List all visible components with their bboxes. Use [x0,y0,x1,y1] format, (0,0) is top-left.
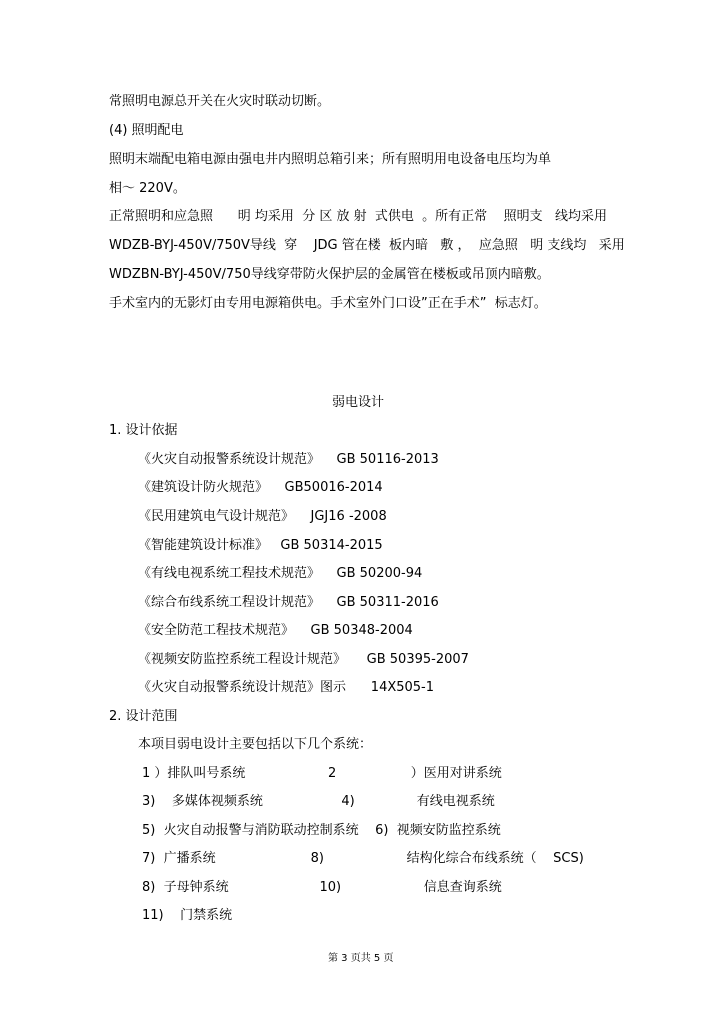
standard-item: 《火灾自动报警系统设计规范》图示 14X505-1 [138,680,435,695]
body-line-6: WDZB-BYJ-450V/750V导线 穿 JDG 管在楼 板内暗 敷 ， 应急照 明 支线均 采用 [109,238,625,253]
body-line-8: 手术室内的无影灯由专用电源箱供电。手术室外门口设”正在手术” 标志灯。 [109,296,547,311]
system-list-row: 7) 广播系统 8) 结构化综合布线系统（ SCS) [142,851,584,866]
body-line-7: WDZBN-BYJ-450V/750导线穿带防火保护层的金属管在楼板或吊顶内暗敷。 [109,267,550,282]
system-list-row: 1 ）排队叫号系统 2 ）医用对讲系统 [142,766,502,781]
standard-item: 《视频安防监控系统工程设计规范》 GB 50395-2007 [138,652,469,667]
body-line-3: 照明末端配电箱电源由强电井内照明总箱引来；所有照明用电设备电压均为单 [109,152,552,167]
standard-item: 《民用建筑电气设计规范》 JGJ16 -2008 [138,509,387,524]
design-basis-heading: 1. 设计依据 [109,423,178,438]
standard-item: 《建筑设计防火规范》 GB50016-2014 [138,480,383,495]
standard-item: 《综合布线系统工程设计规范》 GB 50311-2016 [138,595,439,610]
page-number: 第 3 页共 5 页 [328,953,394,964]
system-list-row: 8) 子母钟系统 10) 信息查询系统 [142,880,502,895]
standard-item: 《火灾自动报警系统设计规范》 GB 50116-2013 [138,452,439,467]
system-list-row: 3) 多媒体视频系统 4) 有线电视系统 [142,794,495,809]
system-list-row: 5) 火灾自动报警与消防联动控制系统 6) 视频安防监控系统 [142,823,501,838]
body-line-4: 相～ 220V。 [109,181,186,196]
standard-item: 《安全防范工程技术规范》 GB 50348-2004 [138,623,413,638]
body-line-5: 正常照明和应急照 明 均采用 分 区 放 射 式供电 。所有正常 照明支 线均采用 [109,209,608,224]
body-line-1: 常照明电源总开关在火灾时联动切断。 [109,94,331,109]
scope-intro: 本项目弱电设计主要包括以下几个系统： [138,737,373,752]
section-title: 弱电设计 [332,395,385,410]
lighting-distribution-heading: (4) 照明配电 [109,123,184,138]
standard-item: 《智能建筑设计标准》 GB 50314-2015 [138,538,383,553]
system-list-row: 11) 门禁系统 [142,908,233,923]
design-scope-heading: 2. 设计范围 [109,709,178,724]
standard-item: 《有线电视系统工程技术规范》 GB 50200-94 [138,566,423,581]
